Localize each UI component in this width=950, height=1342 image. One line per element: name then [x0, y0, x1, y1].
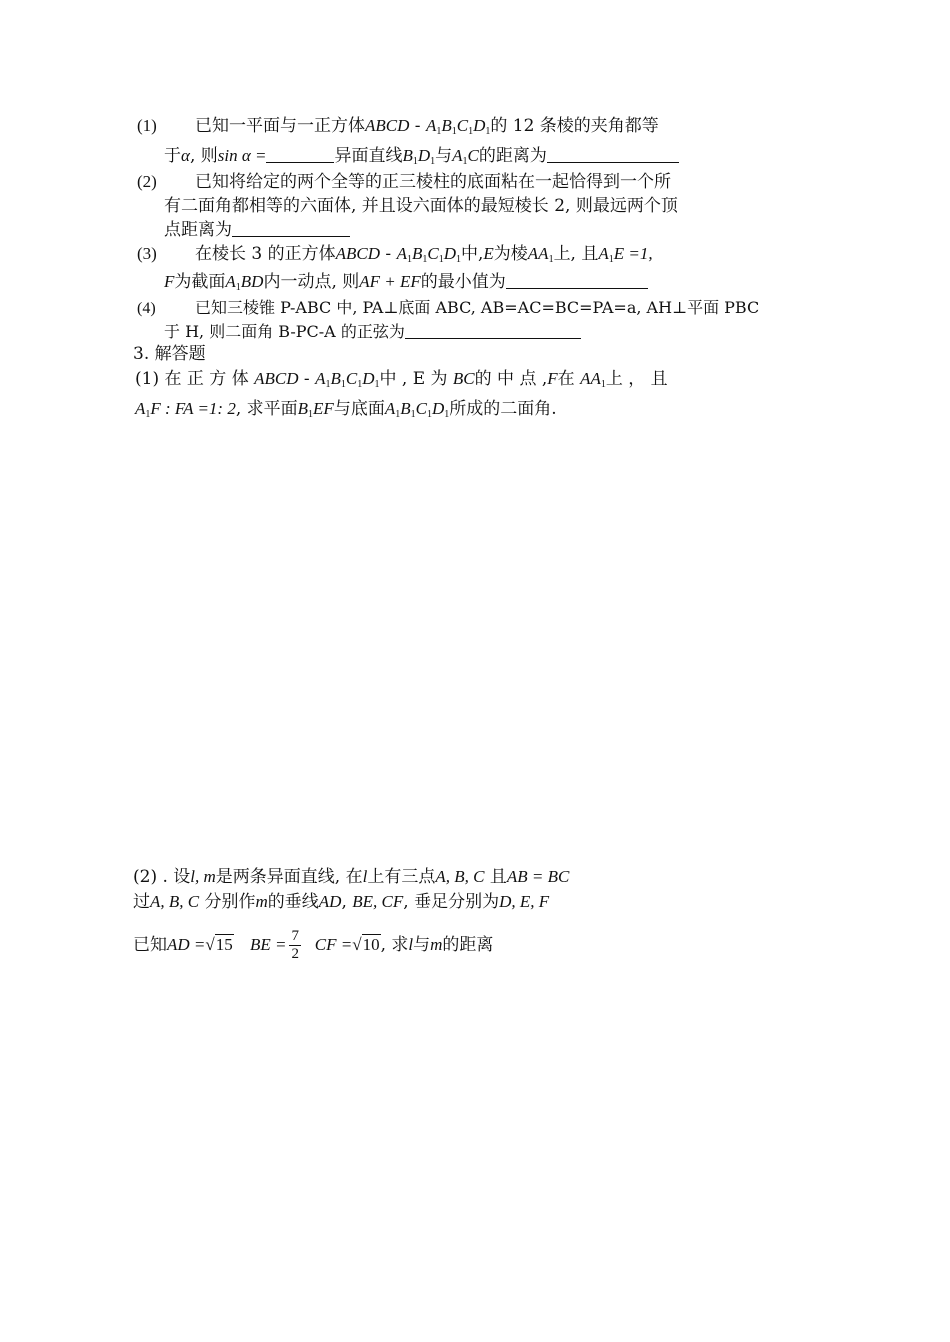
q2-text-1: 已知将给定的两个全等的正三棱柱的底面粘在一起恰得到一个所: [195, 172, 671, 192]
p1-line-2: [135, 396, 557, 428]
p1-text-b: 中 , E 为: [379, 369, 448, 389]
p2-text-g: 的垂线: [267, 892, 319, 912]
q3-text-g: 的最小值为: [420, 272, 506, 292]
q2-text-3: 点距离为: [164, 220, 232, 240]
q2-line-3: [164, 217, 350, 243]
sqrt-15: √15: [205, 935, 233, 954]
p2-l: l: [362, 867, 368, 886]
p2-text-c: 上有三点: [367, 867, 436, 887]
p1-text-e: 上 ， 且: [605, 369, 668, 389]
p2-be-eq: BE =: [249, 935, 287, 954]
p2-ad-eq: AD =: [167, 935, 206, 954]
p2-text-m: 的距离: [442, 935, 494, 955]
p2-text-k: , 求: [380, 935, 409, 955]
q3-text-a: 在棱长 3 的正方体: [195, 244, 336, 264]
q4-text-1: 已知三棱锥 P-ABC 中, PA⊥底面 ABC, AB=AC=BC=PA=a, AH⊥平面 PBC: [195, 298, 760, 317]
p1-line-1: [135, 366, 668, 398]
q1-text-g: 的距离为: [478, 146, 547, 166]
q1-text-f: 与: [435, 146, 453, 166]
q1-line-1: [137, 113, 659, 145]
p1-cube: ABCD: [254, 369, 299, 388]
p2-line-2: [133, 889, 549, 915]
q4-number: (4): [137, 300, 156, 317]
p2-def: D, E, F: [499, 892, 550, 911]
p2-cf-eq: CF =: [314, 935, 353, 954]
dash-3: -: [298, 369, 316, 389]
p2-line-1: [133, 864, 569, 890]
q3-aa1: $AA_1$: [527, 244, 554, 265]
p2-l-2: l: [408, 935, 414, 954]
p2-text-d: 且: [489, 867, 507, 887]
dash-2: -: [380, 244, 397, 264]
q1-blank-1: [266, 144, 334, 163]
q2-text-2: 有二面角都相等的六面体, 并且设六面体的最短棱长 2, 则最远两个顶: [164, 196, 678, 216]
q3-f: F: [164, 272, 175, 291]
q3-number: (3): [137, 244, 157, 263]
p1-text-h: 所成的二面角.: [449, 399, 557, 419]
p2-text-a: (2) . 设: [133, 867, 191, 887]
p2-text-b: 是两条异面直线, 在: [215, 867, 363, 887]
q3-a1b1c1d1: $A_1B_1C_1D_1$: [396, 244, 461, 265]
q4-blank: [405, 320, 581, 339]
p2-text-i: , 垂足分别为: [403, 892, 500, 912]
q3-text-d: 上, 且: [553, 244, 599, 264]
q4-line-1: [137, 295, 759, 322]
q3-text-e: 为截面: [174, 272, 226, 292]
q3-e: E: [483, 244, 494, 263]
p1-text-f: , 求平面: [235, 399, 298, 419]
p1-b1ef: $B_1EF$: [297, 399, 334, 420]
q4-text-2: 于 H, 则二面角 B-PC-A 的正弦为: [164, 322, 405, 341]
p1-aa1: $AA_1$: [580, 369, 606, 390]
p2-m: m: [255, 892, 268, 911]
alpha: α: [181, 146, 190, 165]
p1-ratio: $A_1F$ : FA =1: 2: [135, 399, 236, 420]
p1-number: (1): [135, 369, 160, 389]
q2-line-2: [164, 193, 678, 219]
p2-line-3: [133, 925, 493, 965]
a1c: $A_1C$: [452, 146, 479, 167]
sin-alpha: sin α =: [217, 146, 267, 165]
p1-text-a: 在 正 方 体: [164, 369, 249, 389]
p1-a1b1c1d1: $A_1B_1C_1D_1$: [315, 369, 380, 390]
q3-text-c: 为棱: [493, 244, 528, 264]
dash: -: [409, 116, 426, 136]
q2-number: (2): [137, 172, 157, 191]
p2-abc-2: A, B, C: [150, 892, 200, 911]
p2-lm: l, m: [190, 867, 216, 886]
q3-af-ef: AF + EF: [359, 272, 421, 291]
q3-text-b: 中,: [460, 244, 484, 264]
q4-line-2: [164, 319, 581, 345]
p2-be-cf: BE, CF: [352, 892, 404, 911]
p1-bc: BC: [452, 369, 475, 388]
section-3-heading: [133, 341, 206, 367]
q3-a1e: $A_1E =1$,: [598, 244, 653, 265]
p1-text-d: 在: [557, 369, 575, 389]
p2-text-h: ,: [341, 892, 347, 912]
q2-blank: [232, 218, 350, 237]
q1-text-e: 异面直线: [334, 146, 403, 166]
p2-ad: AD: [318, 892, 342, 911]
q3-text-f: 内一动点, 则: [263, 272, 360, 292]
q3-cube: ABCD: [335, 244, 381, 263]
p2-m-2: m: [430, 935, 443, 954]
q1-text-d: , 则: [189, 146, 218, 166]
q3-a1bd: $A_1BD$: [225, 272, 264, 293]
q1-text: 已知一平面与一正方体: [195, 116, 365, 136]
q1-text-b: 的 12 条棱的夹角都等: [490, 116, 659, 136]
p2-text-e: 过: [133, 892, 150, 912]
p1-base: $A_1B_1C_1D_1$: [384, 399, 450, 420]
q3-blank: [506, 270, 648, 289]
sqrt-10: √10: [352, 935, 380, 954]
q1-cube: ABCD: [365, 116, 410, 135]
q1-number: (1): [137, 116, 157, 135]
p1-f: F: [547, 369, 558, 388]
b1d1: $B_1D_1$: [402, 146, 436, 167]
p1-text-g: 与底面: [333, 399, 385, 419]
p2-text-j: 已知: [133, 935, 167, 955]
fraction-7-2: $\frac{7}{2}$: [291, 928, 299, 962]
p2-abc: A, B, C: [435, 867, 485, 886]
p2-text-l: 与: [413, 935, 431, 955]
section-3-title: 3. 解答题: [133, 344, 206, 364]
p1-text-c: 的 中 点 ,: [474, 369, 548, 389]
p2-text-f: 分别作: [204, 892, 256, 912]
q1-a1b1c1d1: $A_1B_1C_1D_1$: [425, 116, 491, 137]
q1-text-c: 于: [164, 146, 181, 166]
q2-line-1: [137, 169, 671, 195]
p2-ab-bc: AB = BC: [506, 867, 570, 886]
q1-blank-2: [547, 144, 679, 163]
